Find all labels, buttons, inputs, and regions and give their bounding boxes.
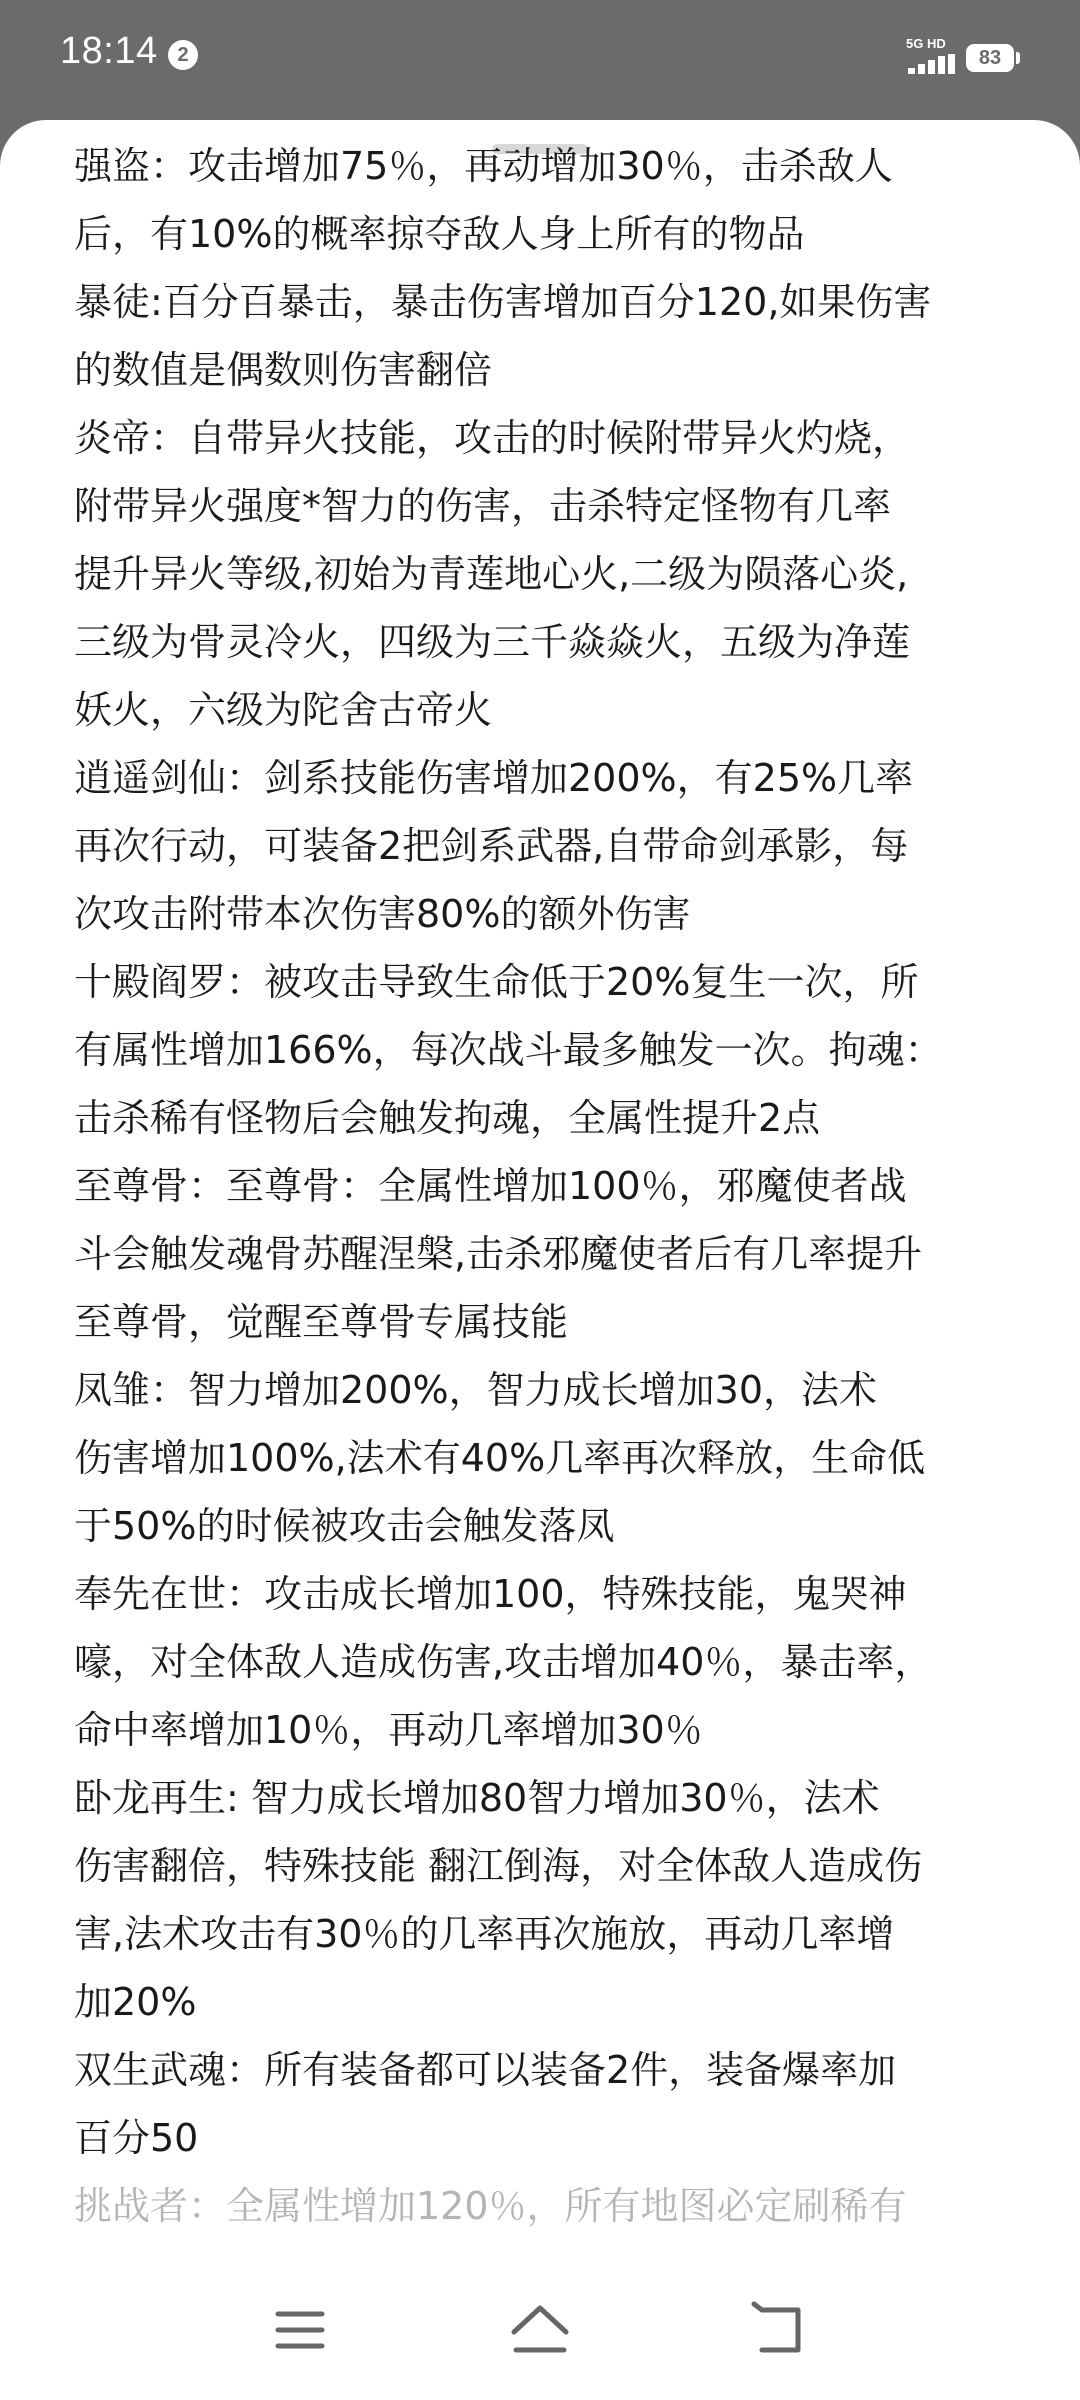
text-line: 奉先在世：攻击成长增加100，特殊技能，鬼哭神 xyxy=(74,1572,907,1616)
text-line: 凤雏：智力增加200%，智力成长增加30，法术 xyxy=(74,1368,877,1412)
text-line: 至尊骨，觉醒至尊骨专属技能 xyxy=(74,1300,569,1344)
battery-icon: 83 xyxy=(966,44,1014,72)
text-line: 嚎，对全体敌人造成伤害,攻击增加40％，暴击率， xyxy=(74,1640,933,1684)
text-content xyxy=(74,132,1034,2240)
text-line: 提升异火等级,初始为青莲地心火,二级为陨落心炎, xyxy=(74,552,909,596)
text-line: 害,法术攻击有30％的几率再次施放，再动几率增 xyxy=(74,1912,895,1956)
text-line: 双生武魂：所有装备都可以装备2件，装备爆率加 xyxy=(74,2048,897,2092)
back-button[interactable] xyxy=(740,2290,820,2370)
text-line: 伤害增加100%,法术有40%几率再次释放，生命低 xyxy=(74,1436,926,1480)
text-line: 附带异火强度*智力的伤害，击杀特定怪物有几率 xyxy=(74,484,892,528)
text-line: 击杀稀有怪物后会触发拘魂，全属性提升2点 xyxy=(74,1096,821,1140)
text-line: 百分50 xyxy=(74,2116,199,2160)
text-line: 妖火，六级为陀舍古帝火 xyxy=(74,688,493,732)
text-line: 炎帝：自带异火技能，攻击的时候附带异火灼烧， xyxy=(74,416,911,460)
text-line: 有属性增加166%，每次战斗最多触发一次。拘魂： xyxy=(74,1028,943,1072)
status-bar xyxy=(0,0,1080,118)
text-line: 强盗：攻击增加75％，再动增加30％，击杀敌人 xyxy=(74,144,893,188)
signal-strength-icon xyxy=(908,54,958,74)
text-line: 命中率增加10％，再动几率增加30％ xyxy=(74,1708,703,1752)
battery-tip xyxy=(1016,52,1020,64)
text-line: 次攻击附带本次伤害80%的额外伤害 xyxy=(74,892,691,936)
text-line: 后，有10%的概率掠夺敌人身上所有的物品 xyxy=(74,212,805,256)
home-icon xyxy=(500,2290,580,2370)
text-line: 的数值是偶数则伤害翻倍 xyxy=(74,348,493,392)
text-line: 至尊骨：至尊骨：全属性增加100％，邪魔使者战 xyxy=(74,1164,907,1208)
text-line-faded: 挑战者：全属性增加120％，所有地图必定刷稀有 xyxy=(74,2184,907,2228)
text-line: 暴徒:百分百暴击，暴击伤害增加百分120,如果伤害 xyxy=(74,280,932,324)
text-line: 斗会触发魂骨苏醒涅槃,击杀邪魔使者后有几率提升 xyxy=(74,1232,923,1276)
status-time: 18:14 xyxy=(60,30,158,72)
text-line: 十殿阎罗：被攻击导致生命低于20%复生一次，所 xyxy=(74,960,919,1004)
navigation-bar xyxy=(0,2260,1080,2400)
text-line: 于50%的时候被攻击会触发落凤 xyxy=(74,1504,615,1548)
bottom-sheet xyxy=(0,120,1080,2400)
text-line: 加20% xyxy=(74,1980,197,2024)
home-button[interactable] xyxy=(500,2290,580,2370)
recent-apps-button[interactable] xyxy=(260,2290,340,2370)
network-type-label: 5G HD xyxy=(906,36,946,51)
menu-lines-icon xyxy=(260,2290,340,2370)
text-line: 卧龙再生: 智力成长增加80智力增加30％，法术 xyxy=(74,1776,880,1820)
text-line: 逍遥剑仙：剑系技能伤害增加200%，有25%几率 xyxy=(74,756,914,800)
text-scroll-area[interactable] xyxy=(0,144,1080,2336)
text-line: 三级为骨灵冷火，四级为三千焱焱火，五级为净莲 xyxy=(74,620,911,664)
back-arrow-icon xyxy=(740,2290,820,2370)
notification-count-badge: 2 xyxy=(168,40,198,70)
text-line: 伤害翻倍，特殊技能 翻江倒海，对全体敌人造成伤 xyxy=(74,1844,923,1888)
text-line: 再次行动，可装备2把剑系武器,自带命剑承影，每 xyxy=(74,824,909,868)
